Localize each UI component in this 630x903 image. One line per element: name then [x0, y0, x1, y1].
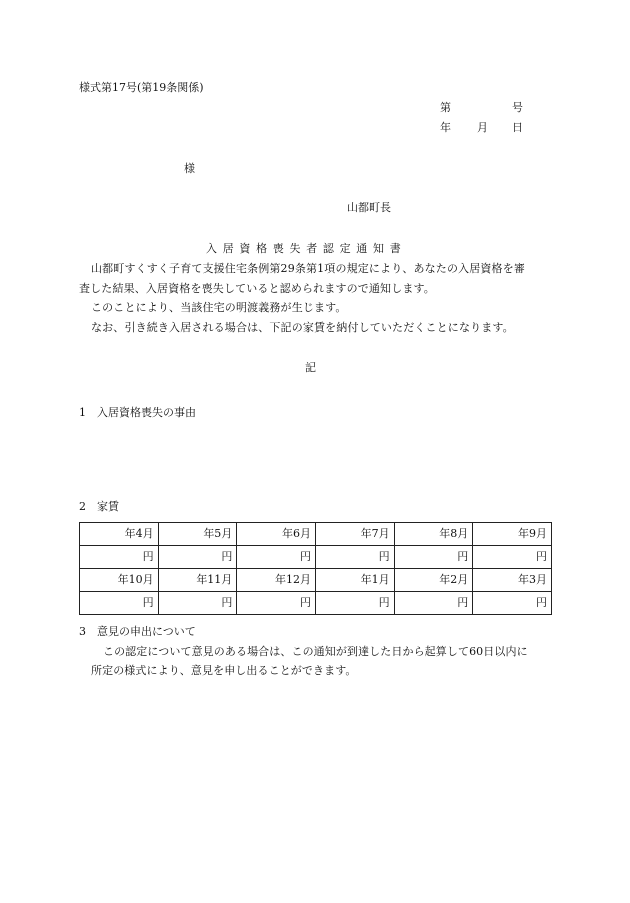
section-1-heading: 入居資格喪失の事由 — [97, 406, 196, 419]
month-row-first — [80, 523, 552, 546]
doc-number-go: 号 — [512, 101, 523, 114]
yen-cell: 円 — [315, 592, 394, 615]
month-cell: 年4月 — [80, 523, 159, 546]
month-cell: 年7月 — [315, 523, 394, 546]
month-cell: 年2月 — [394, 569, 473, 592]
section-3-text-line-2: 所定の様式により、意見を申し出ることができます。 — [91, 664, 357, 677]
yen-cell: 円 — [80, 592, 159, 615]
yen-cell: 円 — [80, 546, 159, 569]
yen-cell: 円 — [158, 546, 237, 569]
yen-cell: 円 — [394, 546, 473, 569]
recipient-suffix: 様 — [184, 162, 195, 175]
section-2-heading: 家賃 — [97, 500, 119, 513]
month-row-second — [80, 569, 552, 592]
yen-cell: 円 — [473, 592, 552, 615]
month-cell: 年1月 — [315, 569, 394, 592]
month-cell: 年6月 — [237, 523, 316, 546]
section-3-number: 3 — [79, 625, 86, 638]
doc-number-dai: 第 — [440, 101, 451, 114]
yen-cell: 円 — [394, 592, 473, 615]
section-1-number: 1 — [79, 406, 86, 419]
month-cell: 年5月 — [158, 523, 237, 546]
month-cell: 年8月 — [394, 523, 473, 546]
month-cell: 年10月 — [80, 569, 159, 592]
date-day: 日 — [512, 121, 523, 134]
yen-cell: 円 — [315, 546, 394, 569]
form-header: 様式第17号(第19条関係) — [79, 81, 204, 94]
month-cell: 年11月 — [158, 569, 237, 592]
month-cell: 年9月 — [473, 523, 552, 546]
month-cell: 年12月 — [237, 569, 316, 592]
rent-table — [79, 522, 552, 615]
ki-label: 記 — [305, 361, 316, 374]
yen-row-second — [80, 592, 552, 615]
section-3-text-line-1: この認定について意見のある場合は、この通知が到達した日から起算して60日以内に — [103, 645, 528, 658]
month-cell: 年3月 — [473, 569, 552, 592]
body-paragraph-3: なお、引き続き入居される場合は、下記の家賃を納付していただくことになります。 — [91, 321, 514, 334]
section-3-heading: 意見の申出について — [97, 625, 196, 638]
sender: 山都町長 — [347, 201, 391, 214]
yen-row-first — [80, 546, 552, 569]
date-year: 年 — [440, 121, 451, 134]
section-2-number: 2 — [79, 500, 86, 513]
date-month: 月 — [477, 121, 488, 134]
document-title: 入居資格喪失者認定通知書 — [206, 242, 407, 255]
body-paragraph-1-line-2: 査した結果、入居資格を喪失していると認められますので通知します。 — [79, 282, 435, 295]
body-paragraph-1-line-1: 山都町すくすく子育て支援住宅条例第29条第1項の規定により、あなたの入居資格を審 — [91, 262, 525, 275]
yen-cell: 円 — [237, 546, 316, 569]
body-paragraph-2: このことにより、当該住宅の明渡義務が生じます。 — [91, 301, 347, 314]
yen-cell: 円 — [158, 592, 237, 615]
yen-cell: 円 — [473, 546, 552, 569]
yen-cell: 円 — [237, 592, 316, 615]
